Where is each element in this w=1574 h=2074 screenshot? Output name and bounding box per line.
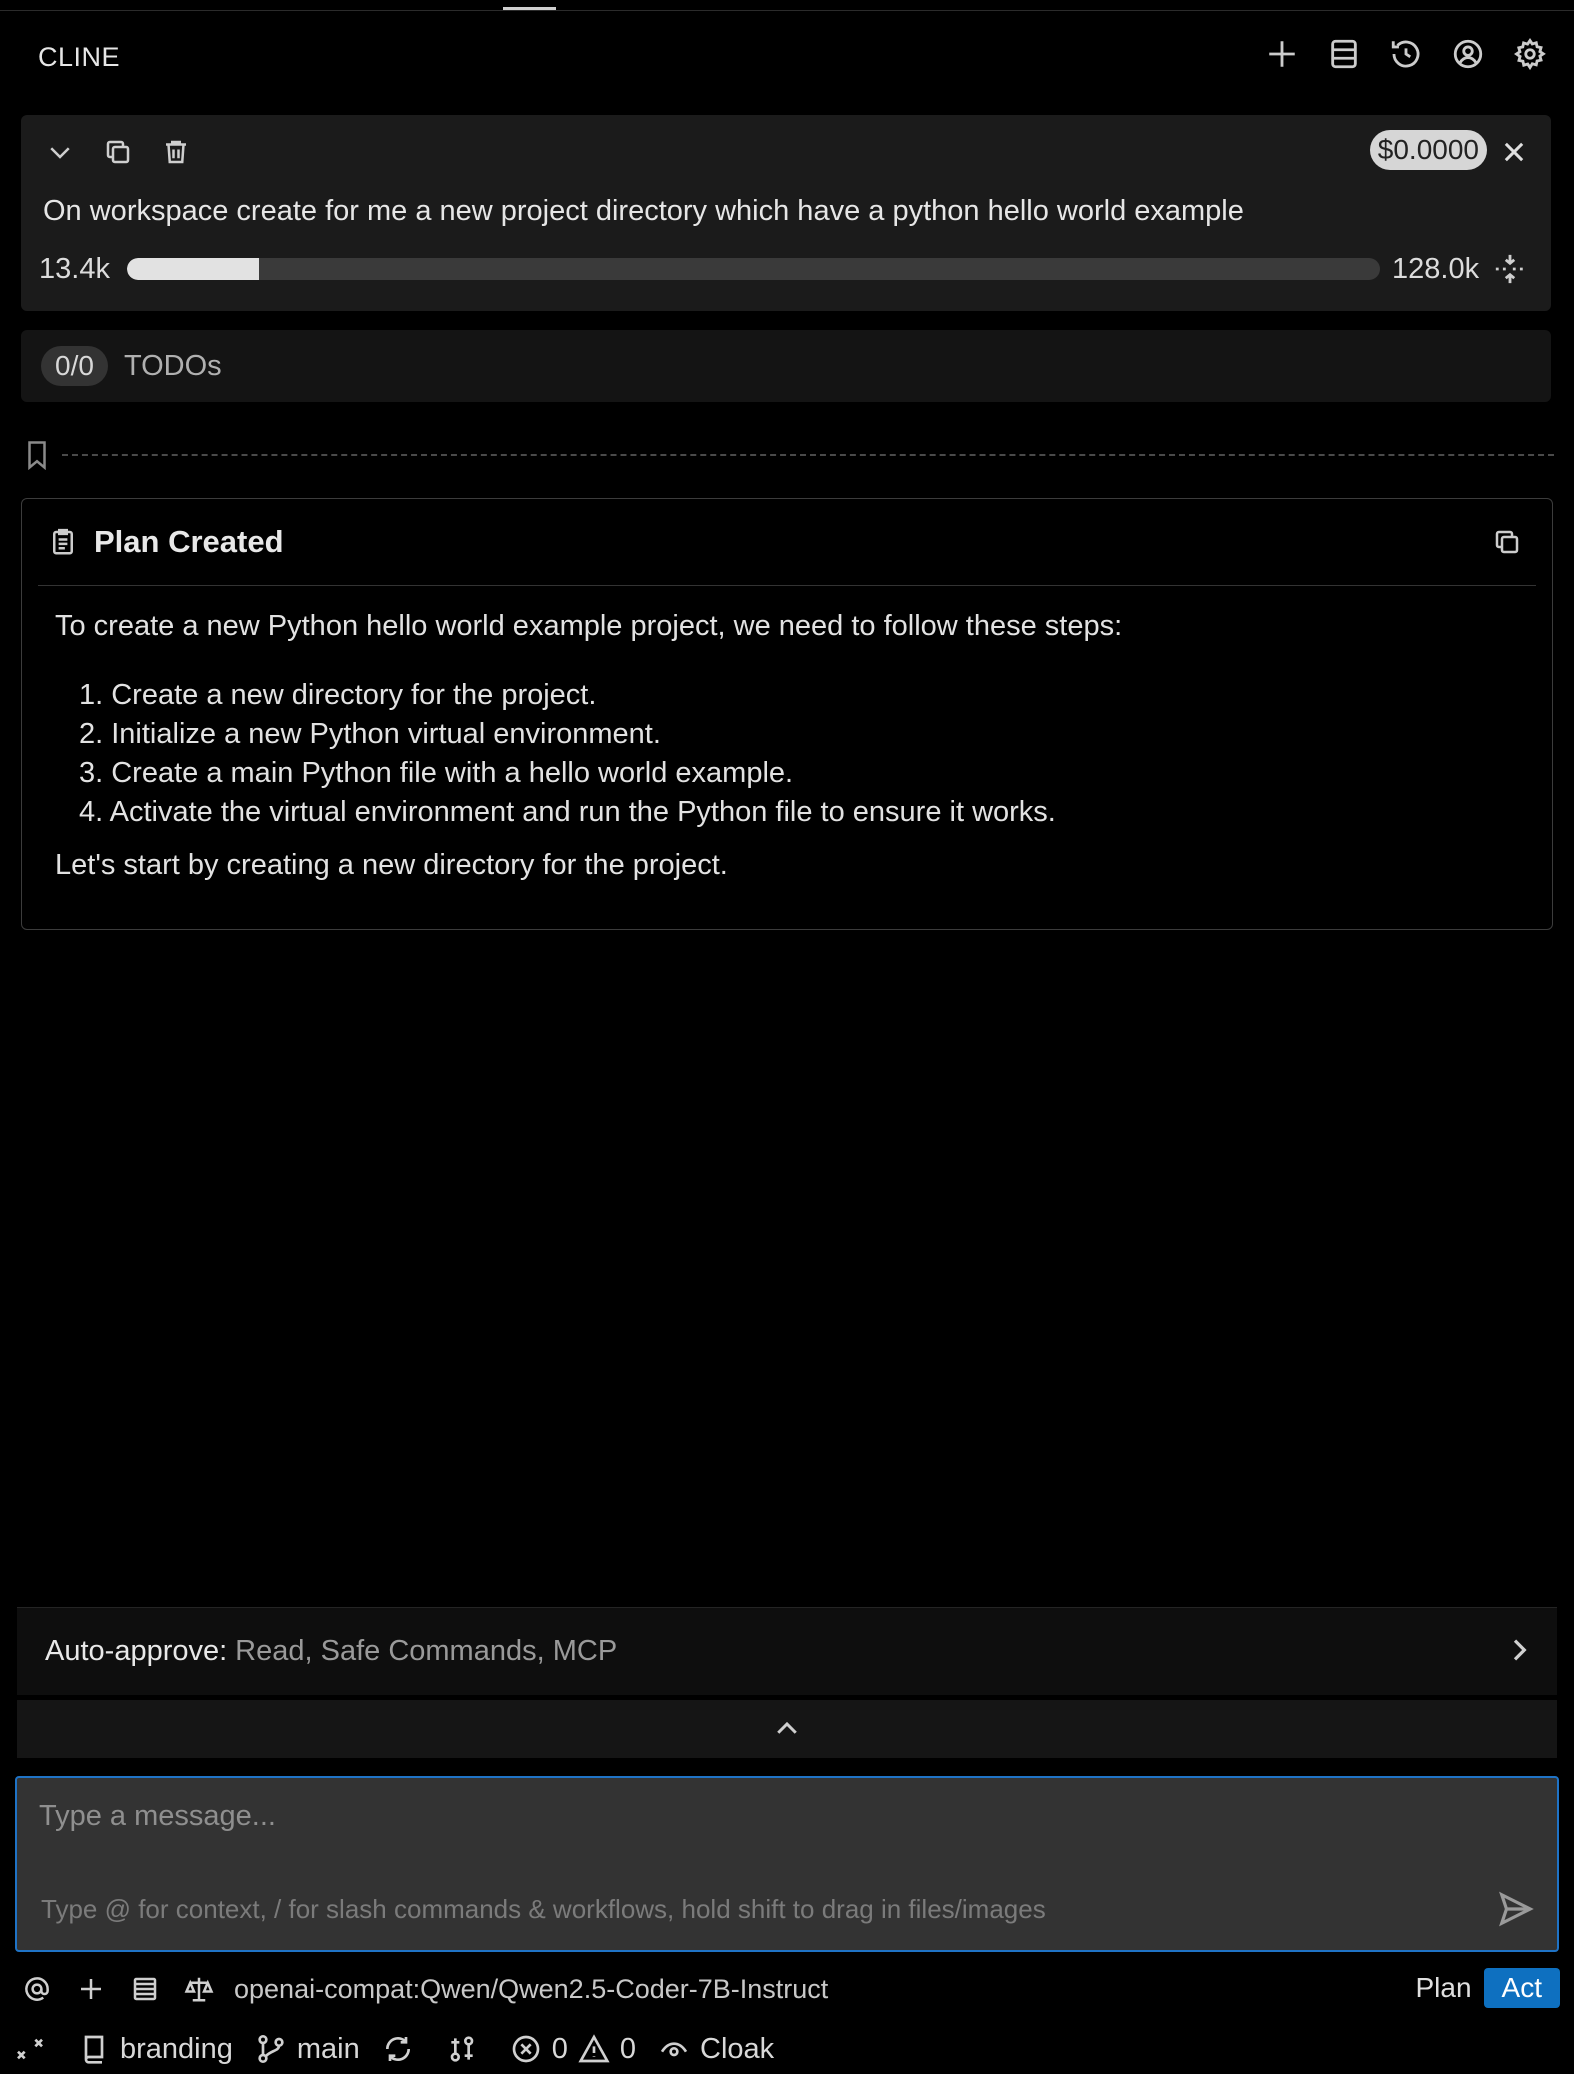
context-max: 128.0k [1392,252,1480,285]
plan-body [55,607,1522,885]
context-progress-bar [127,258,1380,280]
condense-context-button[interactable] [1491,250,1529,288]
warning-count: 0 [619,2032,637,2065]
context-progress-fill [127,258,259,280]
repo-name: branding [120,2032,233,2065]
message-input-container [15,1776,1559,1952]
todos-bar[interactable] [21,330,1551,402]
history-icon [1389,37,1423,71]
new-task-button[interactable] [1258,30,1306,78]
model-selector-button[interactable] [180,1970,218,2008]
status-bar [0,2024,1574,2074]
active-tab-indicator [503,7,556,10]
message-input-hint: Type @ for context, / for slash commands & workflows, hold shift to drag in files/images [41,1894,1046,1924]
eye-icon [658,2033,690,2065]
header-actions [1258,30,1554,78]
settings-button[interactable] [1506,30,1554,78]
plan-card [21,498,1553,930]
auto-approve-label: Auto-approve: [45,1635,228,1667]
send-icon [1497,1890,1535,1928]
plus-icon [1265,37,1299,71]
mcp-tools-button[interactable] [126,1970,164,2008]
error-count: 0 [551,2032,568,2065]
cloak-status[interactable] [658,2033,774,2066]
delete-task-button[interactable] [157,133,195,171]
task-header-card [21,115,1551,311]
compress-icon [1493,252,1527,286]
server-stack-icon [1327,37,1361,71]
git-compare-icon [446,2033,478,2065]
panel-header [0,20,1574,90]
history-button[interactable] [1382,30,1430,78]
chevron-right-icon [1503,1634,1539,1670]
account-button[interactable] [1444,30,1492,78]
todo-count-badge: 0/0 [41,346,108,386]
cost-badge: $0.0000 [1370,130,1487,170]
todo-label: TODOs [123,349,222,382]
server-icon [130,1974,160,2004]
copy-icon [1492,527,1522,557]
git-branch-icon [255,2033,287,2065]
task-tools [41,133,195,171]
repo-icon [78,2033,110,2065]
checkpoint-marker [24,440,1554,470]
clipboard-list-icon [48,527,78,557]
plan-intro: To create a new Python hello world example project, we need to follow these steps: [55,610,1123,642]
input-toolbar [18,1966,1560,2012]
remote-indicator[interactable] [14,2033,56,2065]
copy-plan-button[interactable] [1490,525,1524,559]
plan-title: Plan Created [94,524,284,559]
bookmark-icon[interactable] [24,440,50,470]
warning-icon [578,2033,610,2065]
at-sign-icon [22,1974,52,2004]
trash-icon [161,137,191,167]
plan-steps [55,676,1522,832]
act-mode-button[interactable]: Act [1484,1968,1560,2008]
plan-outro: Let's start by creating a new directory for the project. [55,849,728,881]
error-icon [510,2033,542,2065]
auto-approve-bar[interactable] [17,1607,1557,1695]
cloak-label: Cloak [700,2032,775,2065]
chevron-down-icon [45,137,75,167]
send-button[interactable] [1497,1890,1539,1932]
collapse-task-button[interactable] [41,133,79,171]
panel-title: CLINE [38,42,121,72]
top-divider [0,10,1574,11]
branch-status[interactable] [255,2033,360,2066]
mcp-servers-button[interactable] [1320,30,1368,78]
chevron-up-icon [772,1714,802,1744]
sync-icon [382,2033,414,2065]
close-task-button[interactable] [1497,135,1531,169]
plan-mode-button[interactable]: Plan [1415,1972,1472,2003]
sync-button[interactable] [382,2033,424,2065]
plan-divider [38,585,1536,586]
plan-header [22,499,1552,585]
plan-step: 3. Create a main Python file with a hello world example. [79,757,794,789]
checkpoint-divider [62,454,1554,456]
message-input[interactable] [17,1778,1557,1950]
gear-icon [1513,37,1547,71]
account-icon [1451,37,1485,71]
add-files-button[interactable] [72,1970,110,2008]
model-name[interactable]: openai-compat:Qwen/Qwen2.5-Coder-7B-Instruct [234,1973,829,2004]
plan-act-toggle [1403,1966,1560,2010]
remote-icon [14,2033,46,2065]
close-icon [1500,138,1528,166]
plan-step: 2. Initialize a new Python virtual environment. [79,718,661,750]
auto-approve-values: Read, Safe Commands, MCP [235,1635,618,1667]
problems-status[interactable] [510,2033,636,2066]
mention-button[interactable] [18,1970,56,2008]
message-input-placeholder: Type a message... [39,1800,276,1832]
task-description: On workspace create for me a new project directory which have a python hello world example [43,195,1244,227]
plan-step: 4. Activate the virtual environment and run the Python file to ensure it works. [79,796,1056,828]
branch-name: main [296,2032,360,2065]
scale-icon [184,1974,214,2004]
copy-task-button[interactable] [99,133,137,171]
copy-icon [103,137,133,167]
source-control-button[interactable] [446,2033,488,2065]
context-window [39,247,1533,291]
context-used: 13.4k [39,252,110,285]
plan-step: 1. Create a new directory for the project. [79,679,597,711]
repo-status[interactable] [78,2033,233,2066]
plus-icon [76,1974,106,2004]
expand-panel-button[interactable] [17,1700,1557,1758]
